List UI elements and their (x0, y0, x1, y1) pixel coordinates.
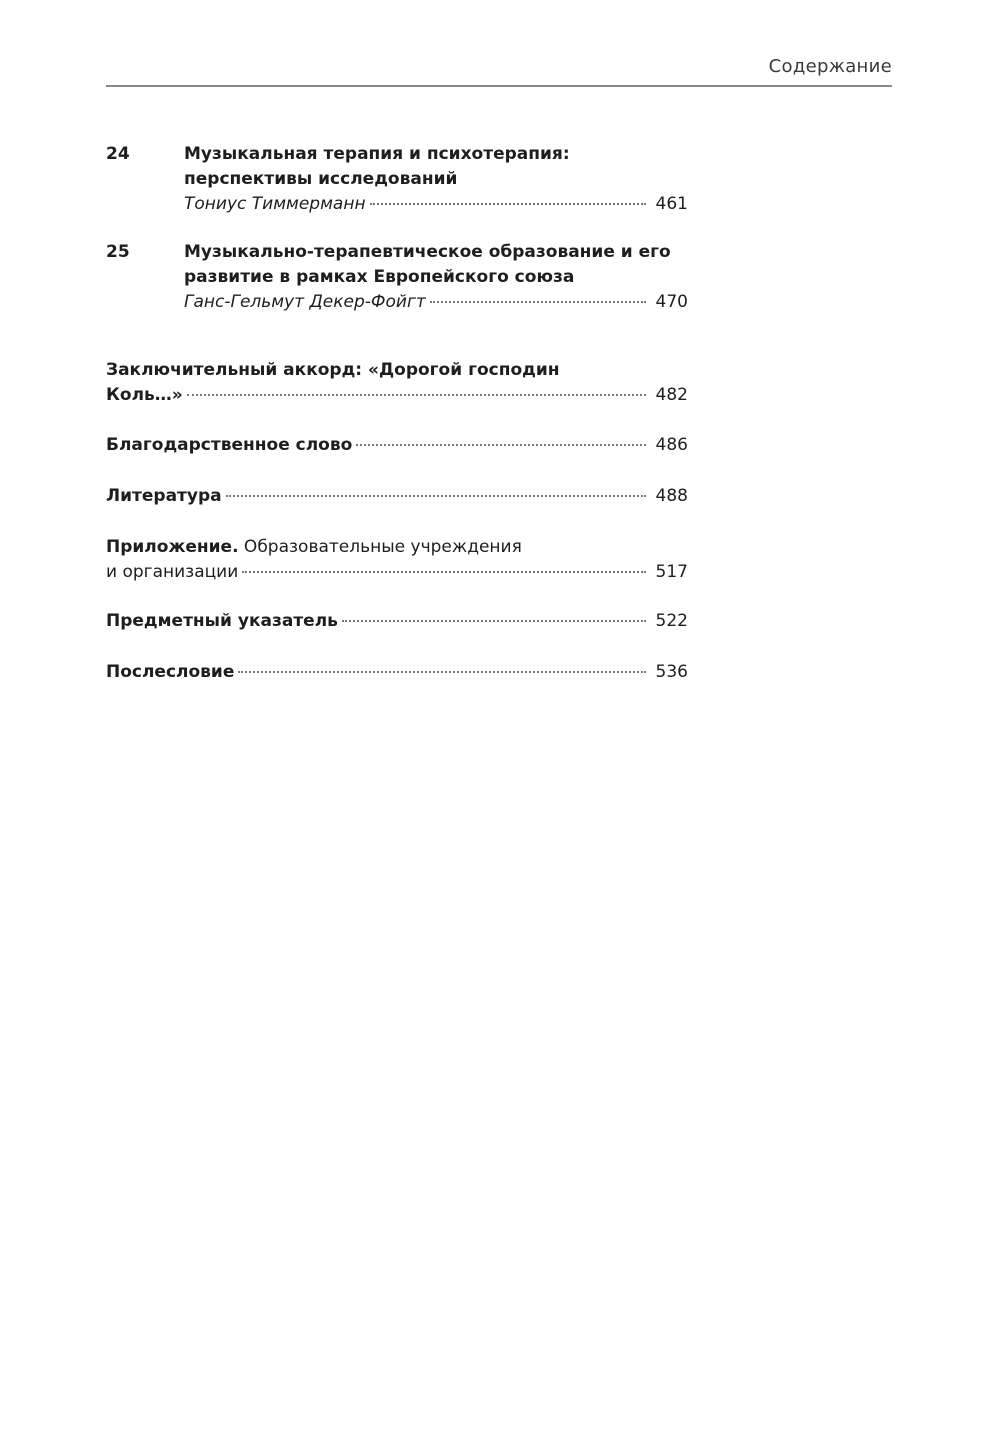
page-number: 486 (655, 435, 688, 455)
dot-leader (342, 620, 646, 622)
entry-title: Литература (106, 486, 222, 506)
page-number: 536 (655, 662, 688, 682)
entry-title-line: Коль…» (106, 385, 183, 405)
dot-leader (187, 394, 646, 396)
page-number: 488 (655, 486, 688, 506)
toc-entry-final-chord[interactable] (106, 358, 688, 408)
chapter-number: 24 (106, 144, 130, 164)
chapter-number: 25 (106, 242, 130, 262)
dot-leader (242, 571, 645, 573)
page-number: 517 (655, 562, 688, 582)
page-number: 470 (655, 292, 688, 312)
chapter-title-line: Музыкально-терапевтическое образование и его (184, 242, 671, 262)
header-rule (106, 85, 892, 87)
dot-leader (226, 495, 646, 497)
running-head-title: Содержание (768, 56, 892, 77)
dot-leader (238, 671, 645, 673)
chapter-title-line: перспективы исследований (184, 169, 458, 189)
chapter-title-line: Музыкальная терапия и психотерапия: (184, 144, 570, 164)
page-number: 522 (655, 611, 688, 631)
toc-chapter-25[interactable] (106, 240, 688, 315)
toc-chapter-24[interactable] (106, 142, 688, 217)
chapter-author: Тониус Тиммерманн (184, 194, 366, 214)
page-number: 461 (655, 194, 688, 214)
entry-title: Благодарственное слово (106, 435, 353, 455)
chapter-author: Ганс-Гельмут Декер-Фойгт (184, 292, 426, 312)
entry-title: Предметный указатель (106, 611, 338, 631)
page-number: 482 (655, 385, 688, 405)
toc-entry-appendix[interactable] (106, 535, 688, 585)
dot-leader (370, 203, 646, 205)
entry-title-bold: Приложение. (106, 537, 239, 557)
entry-title-line: и организации (106, 562, 239, 582)
dot-leader (356, 444, 645, 446)
entry-title-line: Заключительный аккорд: «Дорогой господин (106, 360, 560, 380)
toc-entry-acknowledgements[interactable] (106, 433, 688, 458)
toc-entry-literature[interactable] (106, 484, 688, 509)
entry-title: Послесловие (106, 662, 235, 682)
toc-entry-afterword[interactable] (106, 660, 688, 685)
toc-entry-subject-index[interactable] (106, 609, 688, 634)
entry-title-rest: Образовательные учреждения (238, 537, 522, 557)
chapter-title-line: развитие в рамках Европейского союза (184, 267, 575, 287)
dot-leader (430, 301, 646, 303)
